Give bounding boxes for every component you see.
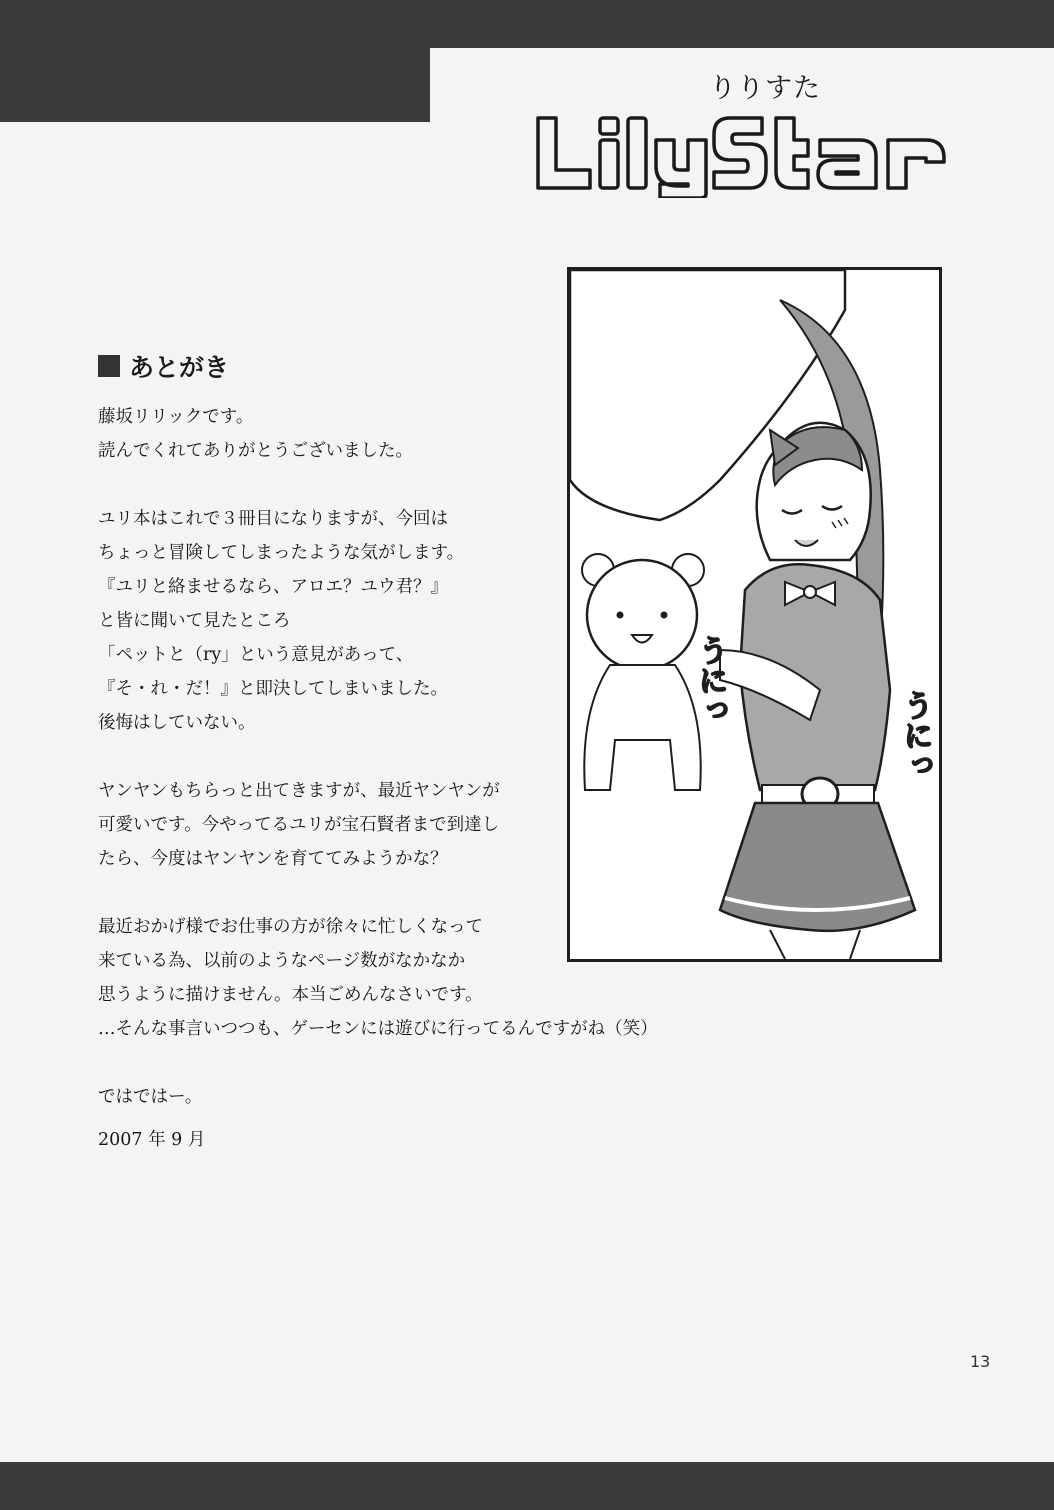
manga-illustration-panel (567, 267, 942, 962)
bottom-decorative-band (0, 1462, 1054, 1510)
afterword-line: 後悔はしていない。 (98, 713, 256, 733)
afterword-line: ちょっと冒険してしまったような気がします。 (98, 543, 465, 563)
lilystar-logo (530, 108, 960, 198)
sfx-text-left: うにっ (692, 635, 728, 725)
afterword-line: ヤンヤンもちらっと出てきますが、最近ヤンヤンが (98, 781, 500, 801)
afterword-line: ユリ本はこれで３冊目になりますが、今回は (98, 509, 448, 529)
afterword-line: 『そ・れ・だ！』と即決してしまいました。 (98, 679, 448, 699)
afterword-line: 来ている為、以前のようなページ数がなかなか (98, 951, 466, 971)
afterword-line: 読んでくれてありがとうございました。 (98, 441, 413, 461)
afterword-line: …そんな事言いつつも、ゲーセンには遊びに行ってるんですがね（笑） (98, 1019, 658, 1039)
afterword-line: 藤坂リリックです。 (98, 407, 254, 427)
afterword-line: 『ユリと絡ませるなら、アロエ？ユウ君？』 (98, 577, 448, 597)
afterword-line: 「ペットと（ry」という意見があって、 (98, 645, 414, 665)
afterword-line: 最近おかげ様でお仕事の方が徐々に忙しくなって (98, 917, 483, 937)
character-illustration (570, 270, 939, 959)
afterword-heading-text: あとがき (129, 353, 230, 382)
heading-square-icon (98, 355, 120, 377)
afterword-line: 可愛いです。今やってるユリが宝石賢者まで到達し (98, 815, 500, 835)
top-left-decorative-block (0, 0, 430, 122)
afterword-line: たら、今度はヤンヤンを育ててみようかな？ (98, 849, 448, 869)
afterword-date: 2007 年 9 月 (98, 1130, 206, 1150)
sfx-text-right: うにっ (897, 690, 933, 780)
afterword-line: と皆に聞いて見たところ (98, 611, 291, 631)
afterword-heading (98, 348, 229, 384)
afterword-line: 思うように描けません。本当ごめんなさいです。 (98, 985, 483, 1005)
afterword-line: ではではー。 (98, 1087, 203, 1107)
title-furigana: りりすた (709, 73, 821, 104)
page-number: 13 (970, 1352, 991, 1371)
